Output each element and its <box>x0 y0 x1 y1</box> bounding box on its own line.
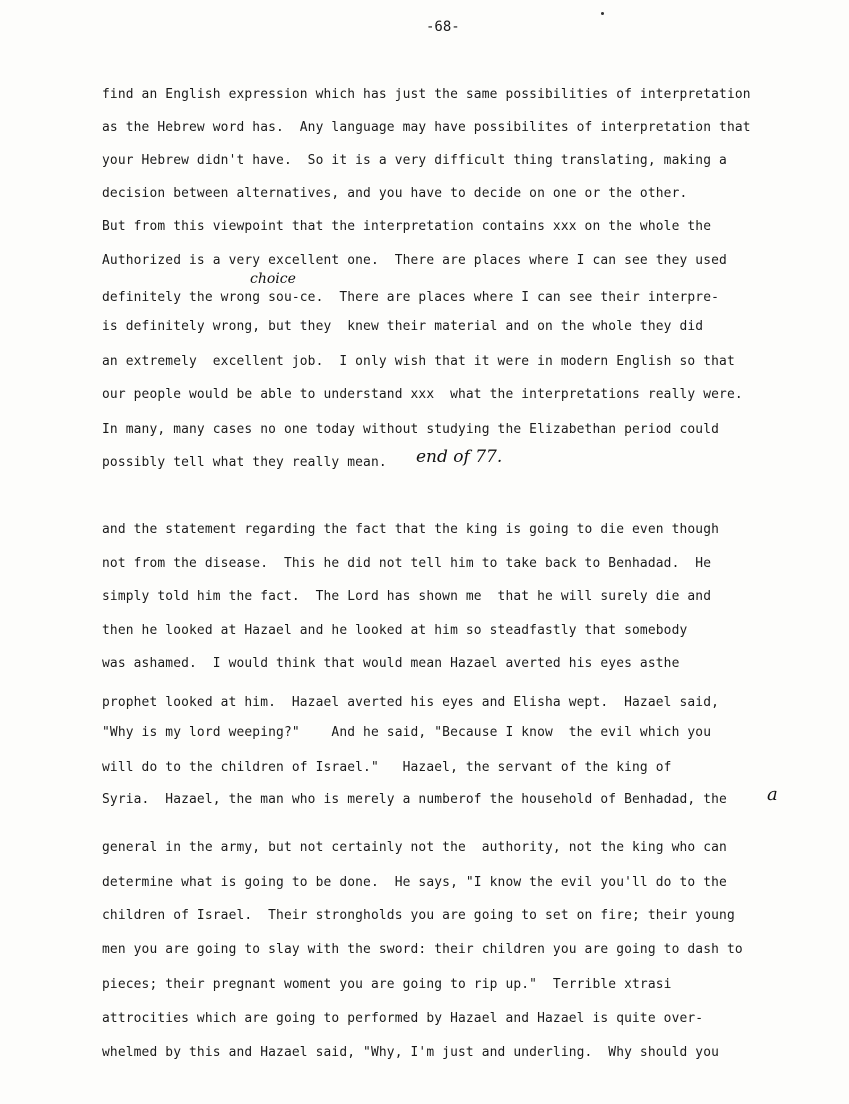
ink-speck <box>601 12 604 15</box>
text-line: our people would be able to understand xxx what the interpretations really were. <box>102 387 743 402</box>
text-line: was ashamed. I would think that would mean Hazael averted his eyes asthe <box>102 656 680 671</box>
text-line: possibly tell what they really mean. <box>102 455 387 470</box>
text-line: and the statement regarding the fact that the king is going to die even though <box>102 522 720 537</box>
text-line: decision between alternatives, and you have to decide on one or the other. <box>102 186 688 201</box>
text-line: find an English expression which has just the same possibilities of interpretation <box>102 87 751 102</box>
page-number: -68- <box>426 19 460 35</box>
text-line: Syria. Hazael, the man who is merely a numberof the household of Benhadad, the <box>102 792 727 807</box>
text-line: children of Israel. Their strongholds you are going to set on fire; their young <box>102 908 735 923</box>
text-line: Authorized is a very excellent one. There are places where I can see they used <box>102 253 727 268</box>
text-line: determine what is going to be done. He says, "I know the evil you'll do to the <box>102 875 727 890</box>
text-line: will do to the children of Israel." Hazael, the servant of the king of <box>102 760 672 775</box>
text-line: men you are going to slay with the sword: their children you are going to dash to <box>102 942 743 957</box>
text-line: as the Hebrew word has. Any language may have possibilites of interpretation that <box>102 120 751 135</box>
text-line: In many, many cases no one today without studying the Elizabethan period could <box>102 422 720 437</box>
text-line: an extremely excellent job. I only wish that it were in modern English so that <box>102 354 735 369</box>
handwritten-correction: choice <box>250 271 296 287</box>
text-line: "Why is my lord weeping?" And he said, "Because I know the evil which you <box>102 725 712 740</box>
text-line: prophet looked at him. Hazael averted his eyes and Elisha wept. Hazael said, <box>102 695 720 710</box>
text-line: your Hebrew didn't have. So it is a very difficult thing translating, making a <box>102 153 727 168</box>
text-line: But from this viewpoint that the interpretation contains xxx on the whole the <box>102 219 712 234</box>
handwritten-margin-letter: a <box>767 784 778 805</box>
text-line: not from the disease. This he did not tell him to take back to Benhadad. He <box>102 556 712 571</box>
text-line: then he looked at Hazael and he looked at him so steadfastly that somebody <box>102 623 688 638</box>
text-line: simply told him the fact. The Lord has shown me that he will surely die and <box>102 589 712 604</box>
text-line: definitely the wrong sou-ce. There are places where I can see their interpre- <box>102 290 720 305</box>
text-line: general in the army, but not certainly not the authority, not the king who can <box>102 840 727 855</box>
text-line: attrocities which are going to performed by Hazael and Hazael is quite over- <box>102 1011 704 1026</box>
text-line: pieces; their pregnant woment you are going to rip up." Terrible xtrasi <box>102 977 672 992</box>
text-line: is definitely wrong, but they knew their material and on the whole they did <box>102 319 704 334</box>
handwritten-end-note: end of 77. <box>416 447 503 467</box>
text-line: whelmed by this and Hazael said, "Why, I'm just and underling. Why should you <box>102 1045 720 1060</box>
